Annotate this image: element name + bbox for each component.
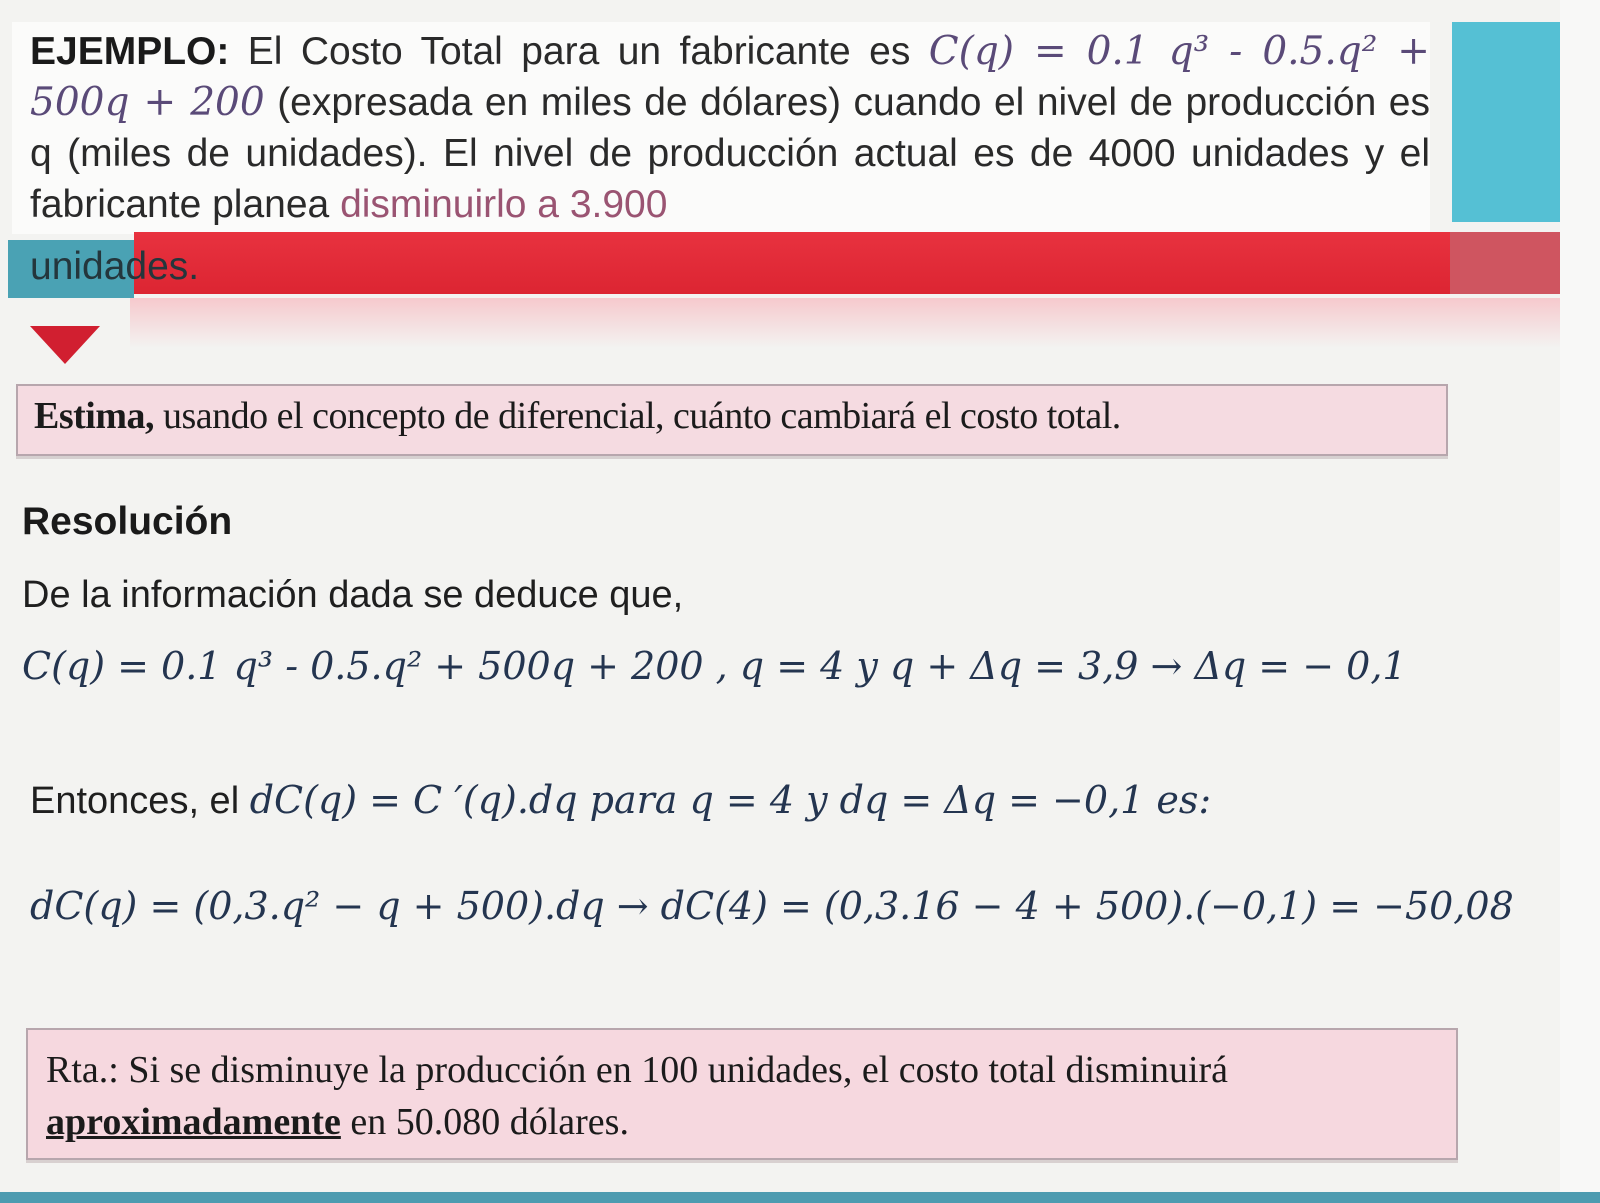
example-highlight: disminuirlo a 3.900 (340, 183, 668, 226)
task-rest: usando el concepto de diferencial, cuánto cambiará el costo total. (154, 395, 1121, 437)
answer-text (46, 1044, 1446, 1148)
equation-result (30, 884, 1514, 928)
decorative-red-bar (134, 232, 1558, 294)
equation-result-text: dC(q) = (0,3.q² − q + 500).dq → dC(4) = (0,3.16 − 4 + 500).(−0,1) = −50,08 (30, 884, 1514, 928)
example-label: EJEMPLO: (30, 30, 230, 73)
down-triangle-icon (30, 326, 100, 364)
equation-given-text: C(q) = 0.1 q³ - 0.5.q² + 500q + 200 , q = 4 y q + Δq = 3,9 → Δq = − 0,1 (22, 644, 1407, 688)
decorative-cyan-block (1452, 22, 1560, 222)
differential-prefix: Entonces, el (30, 780, 250, 822)
cost-formula: C(q) = 0.1 q³ - 0.5.q² + 500q + 200 (30, 29, 1430, 125)
example-intro: El Costo Total para un fabricante es (247, 30, 911, 73)
differential-statement (30, 778, 1211, 823)
right-margin (1560, 0, 1600, 1203)
example-description: (expresada en miles de dólares) cuando el nivel de producción es q (miles de unidades). El nivel de producción actual es de 4000 unidades y el fabricante planea (30, 81, 1430, 226)
example-statement (30, 26, 1430, 230)
differential-formula: dC(q) = C ′(q).dq para q = 4 y dq = Δq = −0,1 es: (249, 778, 1212, 822)
answer-box (26, 1028, 1458, 1160)
answer-suffix: en 50.080 dólares. (340, 1101, 629, 1143)
answer-emphasis: aproximadamente (46, 1101, 341, 1143)
bottom-rule (0, 1192, 1600, 1203)
answer-prefix: Rta.: Si se disminuye la producción en 100 unidades, el costo total disminuirá (46, 1049, 1229, 1091)
example-last-line: unidades. (30, 245, 200, 288)
resolution-intro: De la información dada se deduce que, (22, 574, 684, 616)
task-box (16, 384, 1448, 456)
task-text (34, 394, 1121, 438)
equation-given (22, 644, 1407, 688)
decorative-fade-band (130, 298, 1560, 348)
resolution-heading: Resolución (22, 500, 233, 543)
decorative-red-bar-end (1450, 232, 1560, 294)
task-bold-word: Estima, (34, 395, 154, 437)
